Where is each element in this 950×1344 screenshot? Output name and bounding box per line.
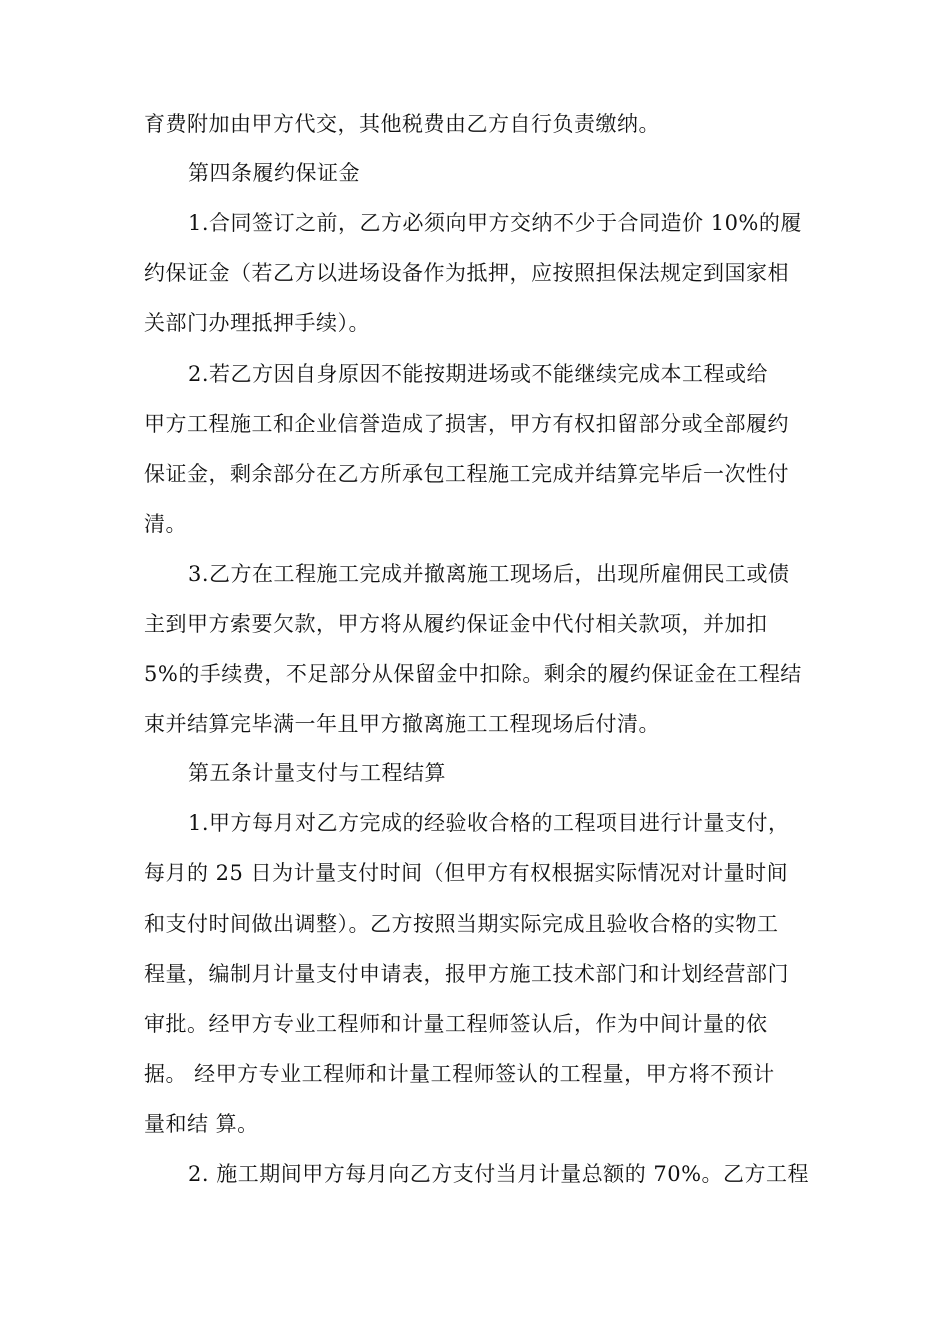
- text-line: 3.乙方在工程施工完成并撤离施工现场后，出现所雇佣民工或债: [188, 562, 790, 586]
- text-line: 每月的 25 日为计量支付时间（但甲方有权根据实际情况对计量时间: [144, 861, 789, 885]
- text-line: 2.若乙方因自身原因不能按期进场或不能继续完成本工程或给: [188, 362, 769, 386]
- text-line: 清。: [144, 512, 187, 536]
- text-line: 据。 经甲方专业工程师和计量工程师签认的工程量，甲方将不预计: [144, 1062, 775, 1086]
- text-line: 程量，编制月计量支付申请表，报甲方施工技术部门和计划经营部门: [144, 962, 789, 986]
- text-line: 和支付时间做出调整）。乙方按照当期实际完成且验收合格的实物工: [144, 912, 779, 936]
- text-line: 量和结 算。: [144, 1112, 259, 1136]
- text-line: 育费附加由甲方代交，其他税费由乙方自行负责缴纳。: [144, 112, 660, 136]
- text-line: 保证金，剩余部分在乙方所承包工程施工完成并结算完毕后一次性付: [144, 462, 789, 486]
- text-line: 束并结算完毕满一年且甲方撤离施工工程现场后付清。: [144, 712, 660, 736]
- text-line: 1.甲方每月对乙方完成的经验收合格的工程项目进行计量支付，: [188, 811, 790, 835]
- text-line: 审批。经甲方专业工程师和计量工程师签认后，作为中间计量的依: [144, 1012, 768, 1036]
- section-heading: 第四条履约保证金: [188, 161, 360, 185]
- text-line: 1.合同签订之前，乙方必须向甲方交纳不少于合同造价 10%的履: [188, 211, 802, 235]
- text-line: 甲方工程施工和企业信誉造成了损害，甲方有权扣留部分或全部履约: [144, 412, 789, 436]
- text-line: 主到甲方索要欠款，甲方将从履约保证金中代付相关款项，并加扣: [144, 612, 768, 636]
- text-line: 关部门办理抵押手续）。: [144, 311, 370, 335]
- text-line: 2. 施工期间甲方每月向乙方支付当月计量总额的 70%。乙方工程: [188, 1162, 810, 1186]
- text-line: 约保证金（若乙方以进场设备作为抵押，应按照担保法规定到国家相: [144, 261, 789, 285]
- text-line: 5%的手续费，不足部分从保留金中扣除。剩余的履约保证金在工程结: [144, 662, 802, 686]
- section-heading: 第五条计量支付与工程结算: [188, 761, 446, 785]
